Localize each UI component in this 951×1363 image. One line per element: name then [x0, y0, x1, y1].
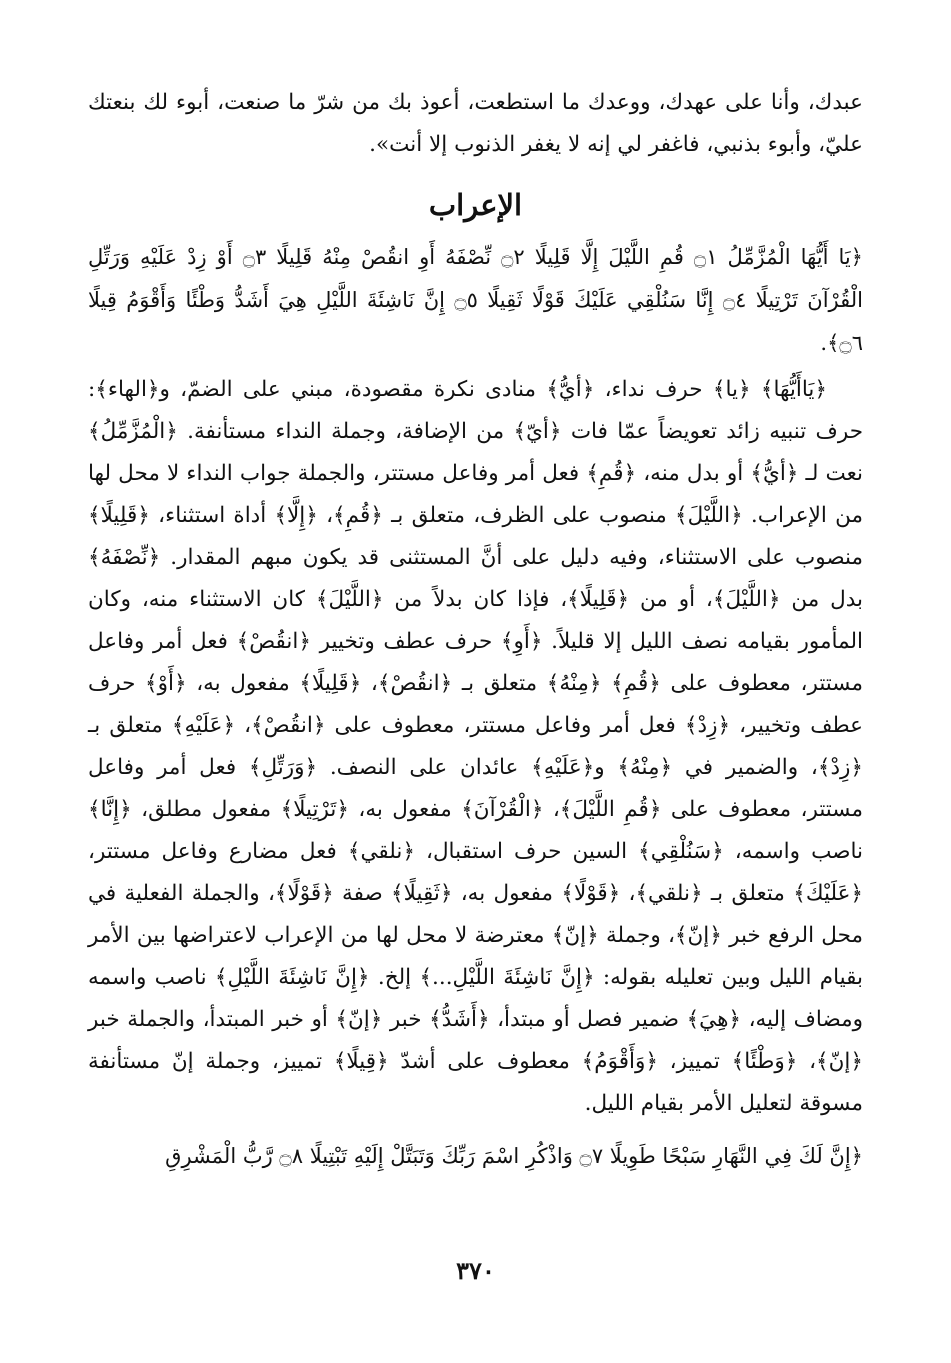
continued-hadith-paragraph: عبدك، وأنا على عهدك، ووعدك ما استطعت، أعوذ بك من شرّ ما صنعت، أبوء لك بنعتك عليّ، وأبوء بذنبي، فاغفر لي إنه لا يغفر الذنوب إلا أنت».: [88, 90, 863, 157]
grammatical-analysis-paragraph: ﴿يَاأَيُّهَا﴾ ﴿يا﴾ حرف نداء، ﴿أيُّ﴾ منادى نكرة مقصودة، مبني على الضمّ، و﴿الهاء﴾: حرف تنبيه زائد تعويضاً عمّا فات ﴿أيّ﴾ من الإضافة، وجملة النداء مستأنفة. ﴿الْمُزَّمِّلُ﴾ نعت لـ ﴿أيُّ﴾ أو بدل منه، ﴿قُمِ﴾ فعل أمر وفاعل مستتر، والجملة جواب النداء لا محل لها من الإعراب. ﴿اللَّيْلَ﴾ منصوب على الظرف، متعلق بـ ﴿قُمِ﴾، ﴿إِلَّا﴾ أداة استثناء، ﴿قَلِيلًا﴾ منصوب على الاستثناء، وفيه دليل على أنَّ المستثنى قد يكون مبهم المقدار. ﴿نِّصْفَهُ﴾ بدل من ﴿اللَّيْلَ﴾، أو من ﴿قَلِيلًا﴾، فإذا كان بدلاً من ﴿اللَّيْلَ﴾ كان الاستثناء منه، وكان المأمور بقيامه نصف الليل إلا قليلاً. ﴿أَوِ﴾ حرف عطف وتخيير ﴿انقُصْ﴾ فعل أمر وفاعل مستتر، معطوف على ﴿قُمِ﴾ ﴿مِنْهُ﴾ متعلق بـ ﴿انقُصْ﴾، ﴿قَلِيلًا﴾ مفعول به، ﴿أَوْ﴾ حرف عطف وتخيير، ﴿زِدْ﴾ فعل أمر وفاعل مستتر، معطوف على ﴿انقُصْ﴾، ﴿عَلَيْهِ﴾ متعلق بـ ﴿زِدْ﴾، والضمير في ﴿مِنْهُ﴾ و﴿عَلَيْهِ﴾ عائدان على النصف. ﴿وَرَتِّلِ﴾ فعل أمر وفاعل مستتر، معطوف على ﴿قُمِ اللَّيْلَ﴾، ﴿الْقُرْآنَ﴾ مفعول به، ﴿تَرْتِيلًا﴾ مفعول مطلق، ﴿إِنَّا﴾ ناصب واسمه، ﴿سَنُلْقِي﴾ السين حرف استقبال، ﴿نلقي﴾ فعل مضارع وفاعل مستتر، ﴿عَلَيْكَ﴾ متعلق بـ ﴿نلقي﴾، ﴿قَوْلًا﴾ مفعول به، ﴿ثَقِيلًا﴾ صفة ﴿قَوْلًا﴾، والجملة الفعلية في محل الرفع خبر ﴿إنّ﴾، وجملة ﴿إنّ﴾ معترضة لا محل لها من الإعراب لاعتراضها بين الأمر بقيام الليل وبين تعليله بقوله: ﴿إِنَّ نَاشِئَةَ اللَّيْلِ...﴾ إلخ. ﴿إِنَّ نَاشِئَةَ اللَّيْلِ﴾ ناصب واسمه ومضاف إليه، ﴿هِيَ﴾ ضمير فصل أو مبتدأ، ﴿أَشَدُّ﴾ خبر ﴿إنّ﴾ أو خبر المبتدأ، والجملة خبر ﴿إنّ﴾، ﴿وَطْئًا﴾ تمييز، ﴿وَأَقْوَمُ﴾ معطوف على أشدّ ﴿قِيلًا﴾ تمييز، وجملة إنّ مستأنفة مسوقة لتعليل الأمر بقيام الليل.: [88, 377, 863, 1116]
page-number: ٣٧٠: [456, 1256, 495, 1285]
section-title: الإعراب: [428, 188, 523, 222]
quran-verses-1-6: ﴿يَا أَيُّهَا الْمُزَّمِّلُ ۝١ قُمِ اللَّيْلَ إِلَّا قَلِيلًا ۝٢ نِّصْفَهُ أَوِ انقُصْ مِنْهُ قَلِيلًا ۝٣ أَوْ زِدْ عَلَيْهِ وَرَتِّلِ الْقُرْآنَ تَرْتِيلًا ۝٤ إِنَّا سَنُلْقِي عَلَيْكَ قَوْلًا ثَقِيلًا ۝٥ إِنَّ نَاشِئَةَ اللَّيْلِ هِيَ أَشَدُّ وَطْئًا وَأَقْوَمُ قِيلًا ۝٦﴾.: [88, 245, 863, 355]
book-page: [88, 82, 863, 1178]
quran-verses-7-9: ﴿إِنَّ لَكَ فِي النَّهَارِ سَبْحًا طَوِيلًا ۝٧ وَاذْكُرِ اسْمَ رَبِّكَ وَتَبَتَّلْ إِلَيْهِ تَبْتِيلًا ۝٨ رَّبُّ الْمَشْرِقِ: [165, 1144, 863, 1168]
